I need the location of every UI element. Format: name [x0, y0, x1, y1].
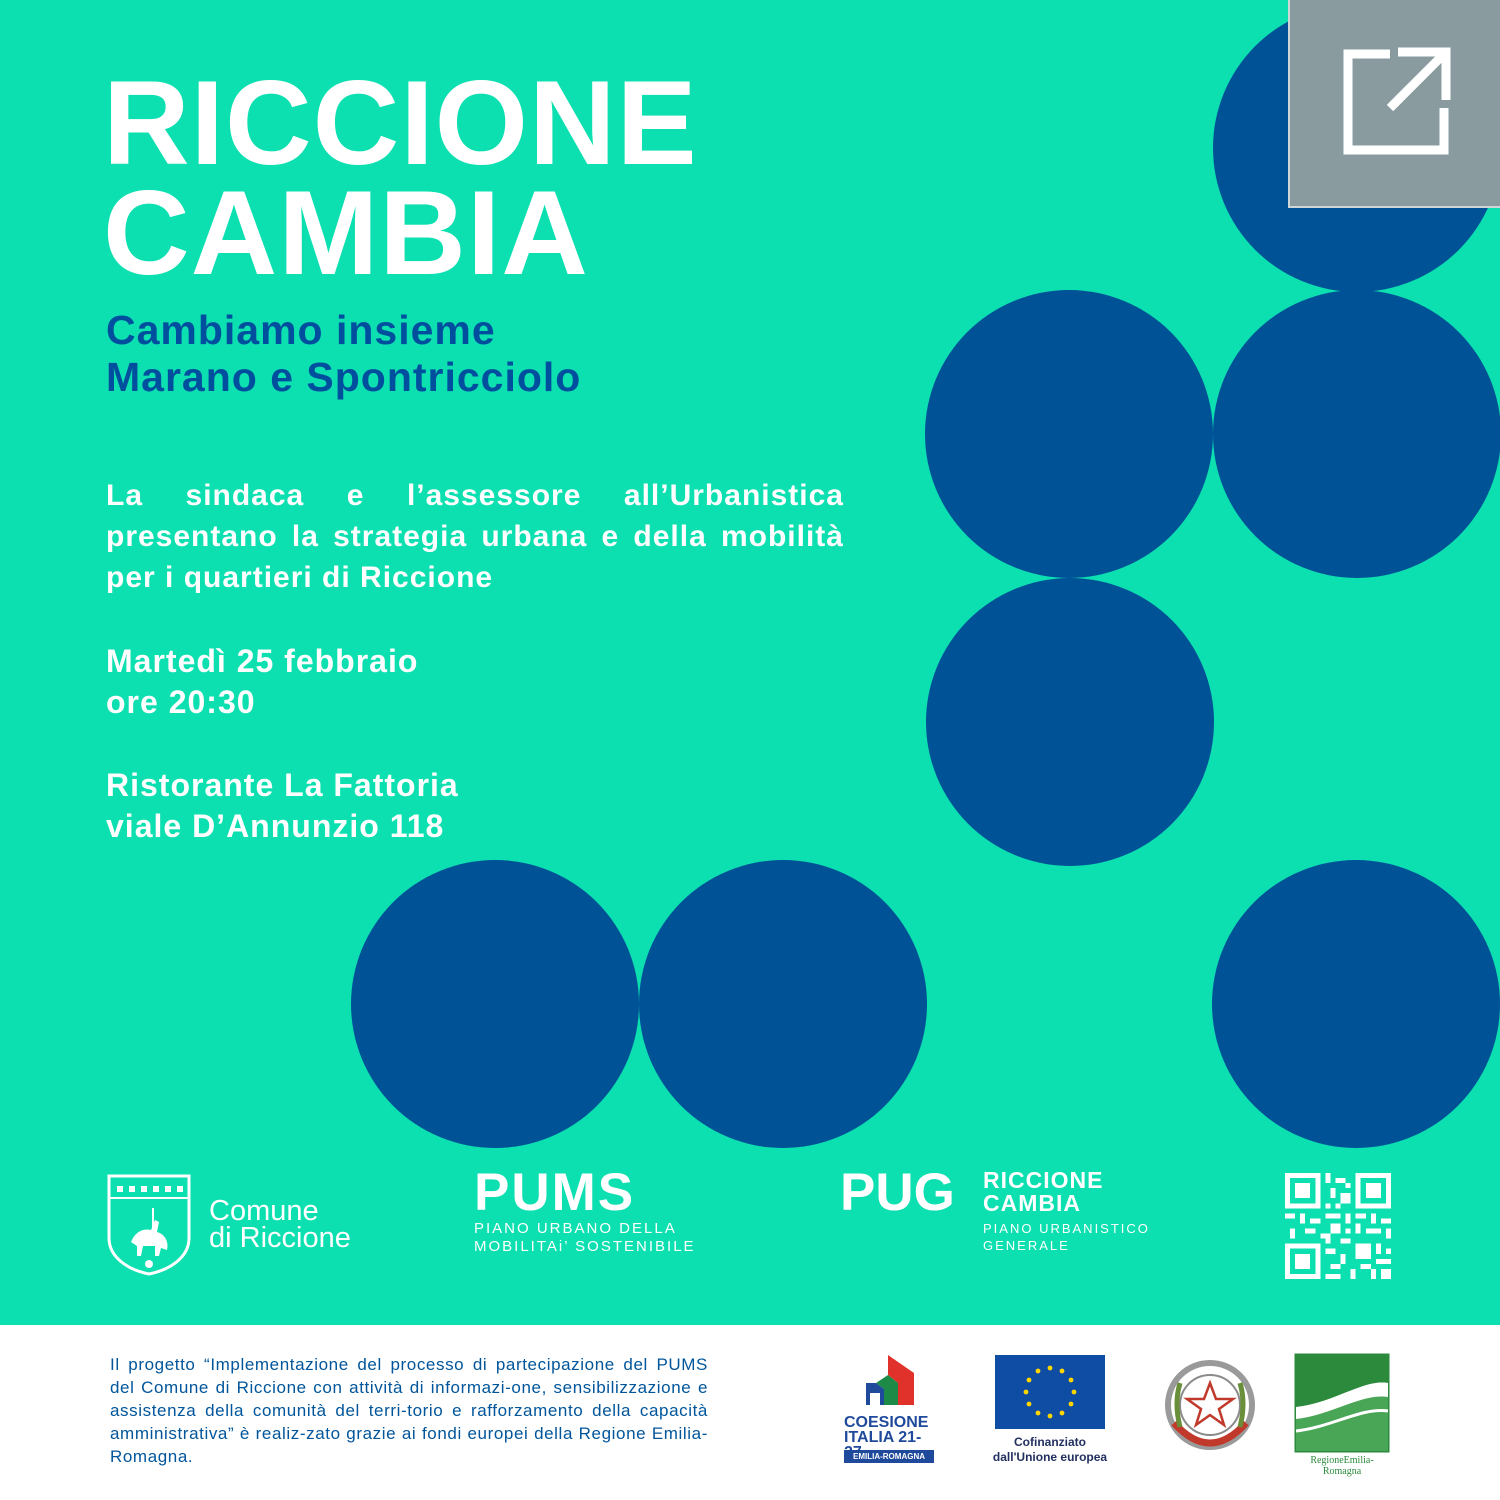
comune-riccione-logo	[107, 1172, 382, 1277]
repubblica-italiana-emblem	[1160, 1353, 1260, 1458]
regione-mark-icon	[1294, 1353, 1390, 1453]
decorative-circle	[1213, 290, 1500, 578]
subtitle-line: Cambiamo insieme	[106, 307, 496, 353]
riccione-shield-icon	[107, 1172, 191, 1276]
external-link-icon	[1340, 46, 1452, 158]
event-address: viale D’Annunzio 118	[106, 808, 445, 844]
title-line: CAMBIA	[103, 166, 589, 300]
event-location	[106, 765, 459, 847]
decorative-circle	[1212, 860, 1500, 1148]
eu-caption	[985, 1435, 1115, 1465]
event-venue: Ristorante La Fattoria	[106, 767, 459, 803]
eu-stars-icon	[995, 1355, 1105, 1429]
regione-label: RegioneEmilia-Romagna	[1310, 1455, 1374, 1477]
decorative-circle	[926, 578, 1214, 866]
coesione-italia-logo	[840, 1353, 936, 1465]
eu-caption-line: dall'Unione europea	[992, 1450, 1108, 1464]
event-description: La sindaca e l’assessore all’Urbanistica presentano la strategia urbana e della mobilità per i quartieri di Riccione	[106, 479, 844, 594]
regione-emilia-romagna-logo	[1294, 1353, 1390, 1477]
pums-subtitle	[474, 1220, 696, 1256]
open-external-button[interactable]	[1288, 0, 1500, 208]
decorative-circle	[925, 290, 1213, 578]
pums-subtitle-line: MOBILITAi’ SOSTENIBILE	[474, 1238, 696, 1255]
coesione-line: ITALIA 21-	[844, 1429, 922, 1446]
event-subtitle	[106, 307, 581, 401]
coesione-mark-icon	[840, 1353, 936, 1413]
coesione-band: EMILIA-ROMAGNA	[844, 1450, 934, 1463]
eu-flag-icon	[995, 1355, 1105, 1429]
pug-title: PUG	[840, 1163, 955, 1222]
subtitle-line: Marano e Spontricciolo	[106, 354, 582, 400]
pug-subtitle-line: PIANO URBANISTICO	[983, 1221, 1150, 1236]
event-datetime	[106, 641, 418, 723]
italian-emblem-icon	[1160, 1353, 1260, 1458]
event-time: ore 20:30	[106, 684, 256, 720]
pug-subtitle	[983, 1220, 1183, 1254]
funding-footer	[0, 1325, 1500, 1500]
pums-subtitle-line: PIANO URBANO DELLA	[474, 1220, 677, 1237]
pug-side	[983, 1169, 1183, 1254]
event-date: Martedì 25 febbraio	[106, 643, 419, 679]
comune-name	[209, 1195, 351, 1254]
decorative-circle	[351, 860, 639, 1148]
qr-code-icon[interactable]	[1285, 1173, 1391, 1279]
pug-riccione-cambia	[983, 1169, 1183, 1215]
funding-statement: Il progetto “Implementazione del processo di partecipazione del PUMS del Comune di Riccione con attività di informazi-one, sensibilizzazione e assistenza della comunità del terri-torio e rafforzamento della capacità amministrativa” è realiz-zato grazie ai fondi europei della Regione Emilia-Romagna.	[110, 1355, 708, 1466]
comune-name-line: Comune	[209, 1195, 319, 1227]
pug-rc-line: CAMBIA	[983, 1190, 1081, 1216]
comune-name-line: di Riccione	[209, 1222, 351, 1254]
pums-title: PUMS	[474, 1163, 636, 1222]
decorative-circle	[639, 860, 927, 1148]
eu-cofunded-logo	[992, 1355, 1108, 1467]
pug-rc-line: RICCIONE	[983, 1167, 1104, 1193]
pums-logo	[474, 1165, 696, 1256]
eu-caption-line: Cofinanziato	[1014, 1435, 1086, 1449]
event-title	[103, 56, 698, 300]
pug-subtitle-line: GENERALE	[983, 1238, 1070, 1253]
coesione-line: COESIONE	[844, 1414, 929, 1431]
title-line: RICCIONE	[103, 56, 698, 190]
